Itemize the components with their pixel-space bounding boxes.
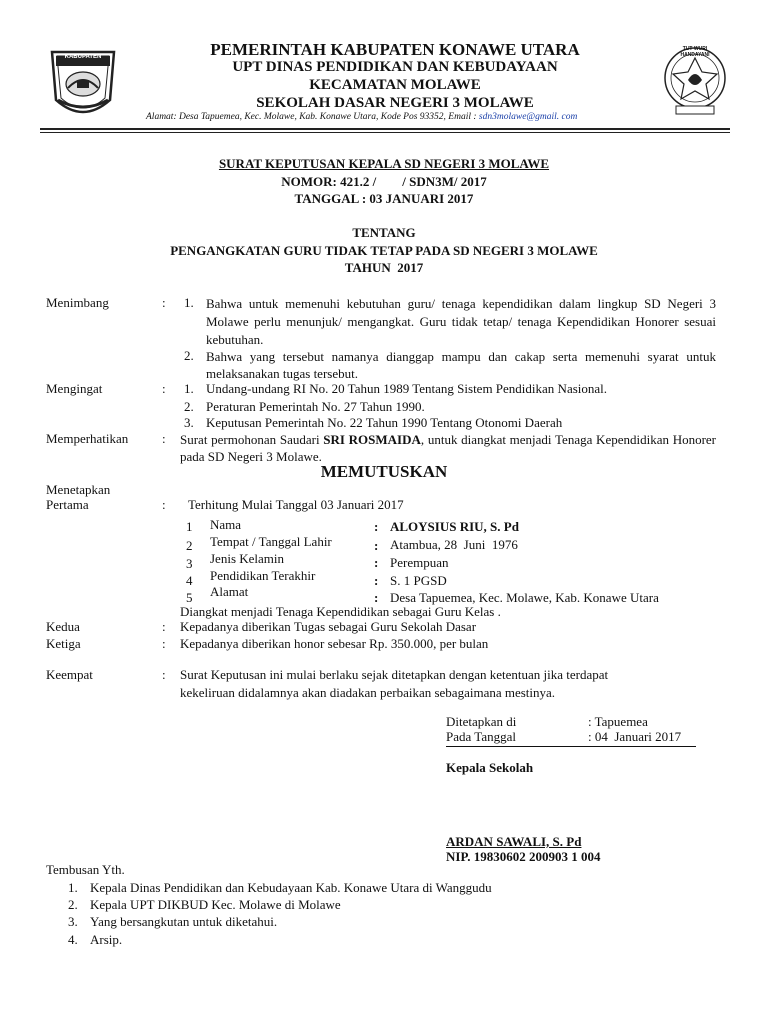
pertama-colon: :	[162, 497, 166, 512]
tentang-label: TENTANG	[352, 225, 416, 240]
decree-year: TAHUN 2017	[344, 260, 424, 275]
menimbang-num-1: 1.	[184, 295, 194, 310]
ketiga-text: Kepadanya diberikan honor sebesar Rp. 350.000, per bulan	[180, 636, 489, 651]
tembusan-item-3: Yang bersangkutan untuk diketahui.	[90, 914, 278, 929]
memperhatikan-after: , untuk diangkat menjadi Tenaga Kependidikan Honorer pada SD Negeri 3 Molawe.	[180, 432, 717, 464]
kop-line4: SEKOLAH DASAR NEGERI 3 MOLAWE	[256, 95, 534, 111]
tanggal-value: : 04 Januari 2017	[588, 729, 682, 744]
row-num-2: 2	[186, 538, 193, 553]
menimbang-text-1: Bahwa untuk memenuhi kebutuhan guru/ tenaga kependidikan dalam lingkup SD Negeri 3 Molawe perlu menunjuk/ mengangkat. Guru tidak tetap/ tenaga Kependidikan Honorer sesuai kebutuhan.	[206, 296, 716, 347]
menimbang-label: Menimbang	[46, 295, 109, 310]
mengingat-text-1: Undang-undang RI No. 20 Tahun 1989 Tentang Sistem Pendidikan Nasional.	[206, 381, 608, 396]
appointee-address: Desa Tapuemea, Kec. Molawe, Kab. Konawe Utara	[390, 590, 659, 605]
memperhatikan-text	[180, 431, 716, 465]
row-field-3: Jenis Kelamin	[210, 551, 285, 566]
keempat-line1: Surat Keputusan ini mulai berlaku sejak ditetapkan dengan ketentuan jika terdapat	[180, 667, 609, 682]
keempat-colon: :	[162, 667, 166, 682]
mengingat-num-2: 2.	[184, 399, 194, 414]
row-num-3: 3	[186, 556, 193, 571]
appointee-education: S. 1 PGSD	[390, 573, 447, 588]
row-num-5: 5	[186, 590, 193, 605]
memperhatikan-colon: :	[162, 431, 166, 446]
memperhatikan-before: Surat permohonan Saudari	[180, 432, 320, 447]
row-field-5: Alamat	[210, 584, 249, 599]
pertama-closing: Diangkat menjadi Tenaga Kependidikan sebagai Guru Kelas .	[180, 604, 501, 619]
kop-line1: PEMERINTAH KABUPATEN KONAWE UTARA	[210, 40, 580, 59]
row-colon-4: :	[374, 573, 379, 588]
row-colon-3: :	[374, 555, 379, 570]
decree-title: SURAT KEPUTUSAN KEPALA SD NEGERI 3 MOLAWE	[218, 156, 550, 171]
ketiga-colon: :	[162, 636, 166, 651]
row-num-1: 1	[186, 519, 193, 534]
row-field-2: Tempat / Tanggal Lahir	[210, 534, 332, 549]
left-logo-text: KABUPATEN	[64, 54, 102, 60]
tembusan-title: Tembusan Yth.	[46, 862, 125, 877]
row-colon-2: :	[374, 538, 379, 553]
row-field-4: Pendidikan Terakhir	[210, 568, 316, 583]
tembusan-item-1: Kepala Dinas Pendidikan dan Kebudayaan Kab. Konawe Utara di Wanggudu	[90, 880, 492, 895]
ketiga-label: Ketiga	[46, 636, 81, 651]
kedua-text: Kepadanya diberikan Tugas sebagai Guru Sekolah Dasar	[180, 619, 477, 634]
right-logo-text: TUT WURI HANDAYANI	[680, 46, 710, 58]
header-divider	[40, 128, 730, 133]
tanggal-label: Pada Tanggal	[446, 729, 516, 744]
decree-number: NOMOR: 421.2 / / SDN3M/ 2017	[281, 174, 487, 189]
row-colon-5: :	[374, 590, 379, 605]
signer-position: Kepala Sekolah	[446, 760, 534, 775]
menetapkan-label: Menetapkan	[46, 482, 111, 497]
kop-address	[146, 112, 666, 122]
right-logo	[660, 44, 730, 118]
appointee-name: ALOYSIUS RIU, S. Pd	[390, 519, 519, 534]
menimbang-num-2: 2.	[184, 348, 194, 363]
decree-date: TANGGAL : 03 JANUARI 2017	[294, 191, 474, 206]
kop-line3: KECAMATAN MOLAWE	[309, 77, 481, 93]
tembusan-item-4: Arsip.	[90, 932, 123, 947]
kop-line2: UPT DINAS PENDIDIKAN DAN KEBUDAYAAN	[232, 59, 558, 75]
keempat-label: Keempat	[46, 667, 93, 682]
keempat-line2: kekeliruan didalamnya akan diadakan perbaikan sebagaimana mestinya.	[180, 685, 556, 700]
mengingat-text-2: Peraturan Pemerintah No. 27 Tahun 1990.	[206, 399, 425, 414]
menimbang-text-2: Bahwa yang tersebut namanya dianggap mampu dan cakap serta memenuhi syarat untuk melaksanakan tugas tersebut.	[206, 349, 716, 381]
pertama-label: Pertama	[46, 497, 89, 512]
row-field-1: Nama	[210, 517, 242, 532]
ditetapkan-value: : Tapuemea	[588, 714, 648, 729]
kedua-colon: :	[162, 619, 166, 634]
applicant-name: SRI ROSMAIDA	[323, 432, 421, 447]
mengingat-label: Mengingat	[46, 381, 103, 396]
appointee-gender: Perempuan	[390, 555, 449, 570]
tanggal-line	[446, 730, 696, 747]
menimbang-colon: :	[162, 295, 166, 310]
email-link[interactable]: sdn3molawe@gmail. com	[478, 112, 578, 122]
mengingat-colon: :	[162, 381, 166, 396]
mengingat-text-3: Keputusan Pemerintah No. 22 Tahun 1990 Tentang Otonomi Daerah	[206, 415, 563, 430]
left-logo	[44, 42, 122, 124]
mengingat-num-3: 3.	[184, 415, 194, 430]
decree-subject: PENGANGKATAN GURU TIDAK TETAP PADA SD NEGERI 3 MOLAWE	[170, 243, 598, 258]
address-text: Alamat: Desa Tapuemea, Kec. Molawe, Kab. Konawe Utara, Kode Pos 93352, Email :	[146, 112, 477, 122]
memperhatikan-label: Memperhatikan	[46, 431, 129, 446]
mengingat-num-1: 1.	[184, 381, 194, 396]
kedua-label: Kedua	[46, 619, 80, 634]
ditetapkan-label: Ditetapkan di	[446, 714, 517, 729]
pertama-text: Terhitung Mulai Tanggal 03 Januari 2017	[188, 497, 404, 512]
signer-nip: NIP. 19830602 200903 1 004	[446, 849, 601, 864]
tembusan-num-1: 1.	[68, 880, 78, 895]
signer-name: ARDAN SAWALI, S. Pd	[446, 834, 582, 849]
appointee-birth: Atambua, 28 Juni 1976	[390, 537, 518, 552]
row-num-4: 4	[186, 573, 193, 588]
tembusan-num-2: 2.	[68, 897, 78, 912]
row-colon-1: :	[374, 519, 379, 534]
memutuskan-heading: MEMUTUSKAN	[320, 462, 448, 481]
tembusan-num-4: 4.	[68, 932, 78, 947]
tembusan-num-3: 3.	[68, 914, 78, 929]
tembusan-item-2: Kepala UPT DIKBUD Kec. Molawe di Molawe	[90, 897, 341, 912]
